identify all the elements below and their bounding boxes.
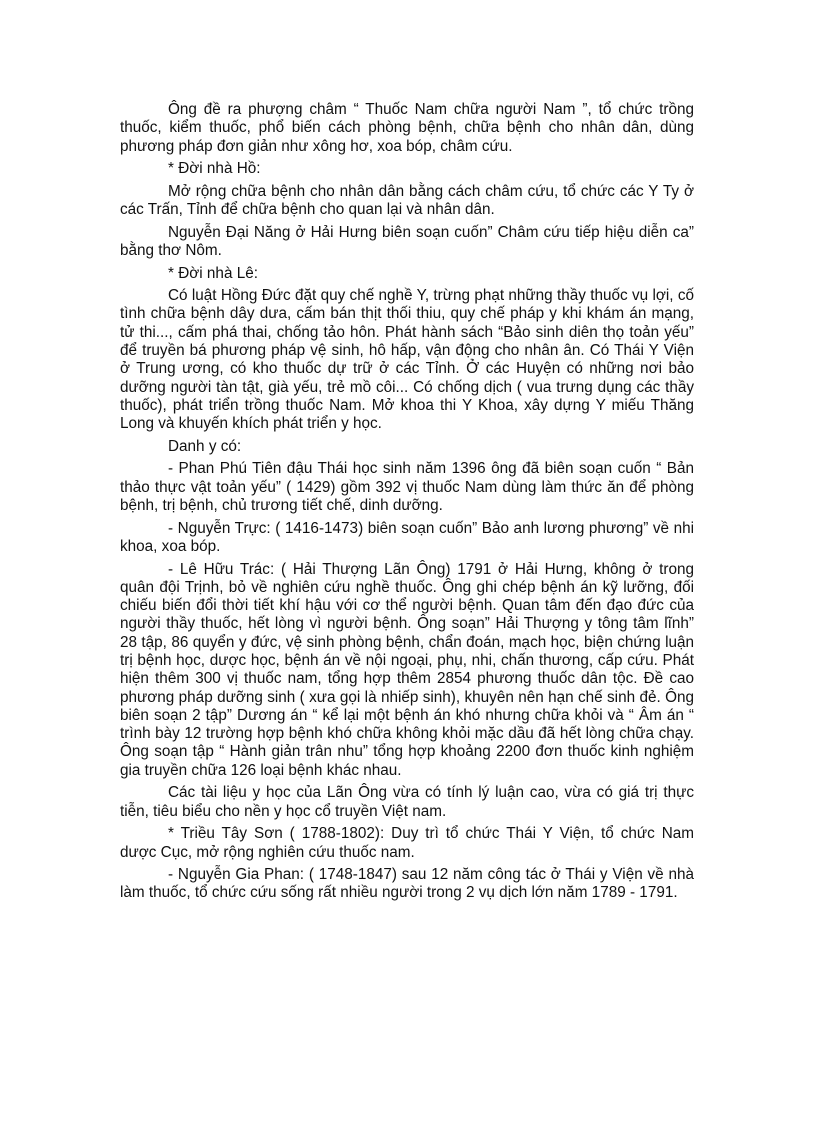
heading-tay-son-dynasty: * Triều Tây Sơn ( 1788-1802): Duy trì tổ chức Thái Y Viện, tổ chức Nam dược Cục, mở rộng nghiên cứu thuốc nam. — [120, 825, 694, 861]
paragraph-ho-acupuncture: Mở rộng chữa bệnh cho nhân dân bằng cách châm cứu, tổ chức các Y Ty ở các Trấn, Tỉnh để chữa bệnh cho quan lại và nhân dân. — [120, 182, 694, 219]
paragraph-lan-ong-documents: Các tài liệu y học của Lãn Ông vừa có tính lý luận cao, vừa có giá trị thực tiễn, tiêu biểu cho nền y học cổ truyền Việt nam. — [120, 784, 694, 820]
list-item-le-huu-trac: - Lê Hữu Trác: ( Hải Thượng Lãn Ông) 1791 ở Hải Hưng, không ở trong quân đội Trịnh, bỏ về nghiên cứu nghề thuốc. Ông ghi chép bệnh án kỹ lưỡng, đối chiếu biến đổi thời tiết khí hậu với cơ thể người bệnh. Quan tâm đến đạo đức của người thầy thuốc, hết lòng vì người bệnh. Ông soạn” Hải Thượng y tông tâm lĩnh” 28 tập, 86 quyển y đức, vệ sinh phòng bệnh, chẩn đoán, mạch học, biện chứng luận trị bệnh học, dược học, bệnh án về nội ngoại, phụ, nhi, chấn thương, cấp cứu. Phát hiện thêm 300 vị thuốc nam, tổng hợp thêm 2854 phương thuốc dân tộc. Đề cao phương pháp dưỡng sinh ( xưa gọi là nhiếp sinh), khuyên nên hạn chế sinh đẻ. Ông biên soạn 2 tập” Dương án “ kể lại một bệnh án khó nhưng chữa khỏi và “ Âm án “ trình bày 12 trường hợp bệnh khó chữa không khỏi mặc dầu đã hết lòng chữa chạy. Ông soạn tập “ Hành giản trân nhu” tổng hợp khoảng 2200 đơn thuốc kinh nghiệm gia truyền chữa 126 loại bệnh khác nhau. — [120, 560, 694, 779]
list-item-nguyen-gia-phan: - Nguyễn Gia Phan: ( 1748-1847) sau 12 năm công tác ở Thái y Viện về nhà làm thuốc, tổ chức cứu sống rất nhiều người trong 2 vụ dịch lớn năm 1789 - 1791. — [120, 866, 694, 902]
heading-famous-physicians: Danh y có: — [168, 437, 242, 455]
document-body — [120, 101, 694, 907]
heading-ho-dynasty: * Đời nhà Hồ: — [168, 160, 261, 178]
paragraph-nguyen-dai-nang: Nguyễn Đại Năng ở Hải Hưng biên soạn cuốn” Châm cứu tiếp hiệu diễn ca” bằng thơ Nôm. — [120, 223, 694, 259]
list-item-nguyen-truc: - Nguyễn Trực: ( 1416-1473) biên soạn cuốn” Bảo anh lương phương” về nhi khoa, xoa bóp. — [120, 519, 694, 555]
list-item-phan-phu-tien: - Phan Phú Tiên đậu Thái học sinh năm 1396 ông đã biên soạn cuốn “ Bản thảo thực vật toản yếu” ( 1429) gồm 392 vị thuốc Nam dùng làm thức ăn để phòng bệnh, trị bệnh, chủ trương tiết chế, dinh dưỡng. — [120, 460, 694, 515]
heading-le-dynasty: * Đời nhà Lê: — [168, 264, 258, 282]
paragraph-hong-duc-law: Có luật Hồng Đức đặt quy chế nghề Y, trừng phạt những thầy thuốc vụ lợi, cố tình chữa bệnh dây dưa, cấm bán thịt thối thiu, quy chế pháp y khi khám án mạng, tử thi..., cấm phá thai, chống tảo hôn. Phát hành sách “Bảo sinh diên thọ toản yếu” để truyền bá phương pháp vệ sinh, hô hấp, vận động cho nhân ân. Có Thái Y Viện ở Trung ương, có kho thuốc dự trữ ở các Tỉnh. Ở các Huyện có những nơi bảo dưỡng người tàn tật, già yếu, trẻ mồ côi... Có chống dịch ( vua trưng dụng các thầy thuốc), phát triển trồng thuốc Nam. Mở khoa thi Y Khoa, xây dựng Y miếu Thăng Long và khuyến khích phát triển y học. — [120, 287, 694, 433]
paragraph-thuoc-nam-policy: Ông đề ra phượng châm “ Thuốc Nam chữa người Nam ”, tổ chức trồng thuốc, kiểm thuốc, phổ biến cách phòng bệnh, chữa bệnh cho nhân dân, dùng phương pháp đơn giản như xông hơ, xoa bóp, châm cứu. — [120, 101, 694, 155]
